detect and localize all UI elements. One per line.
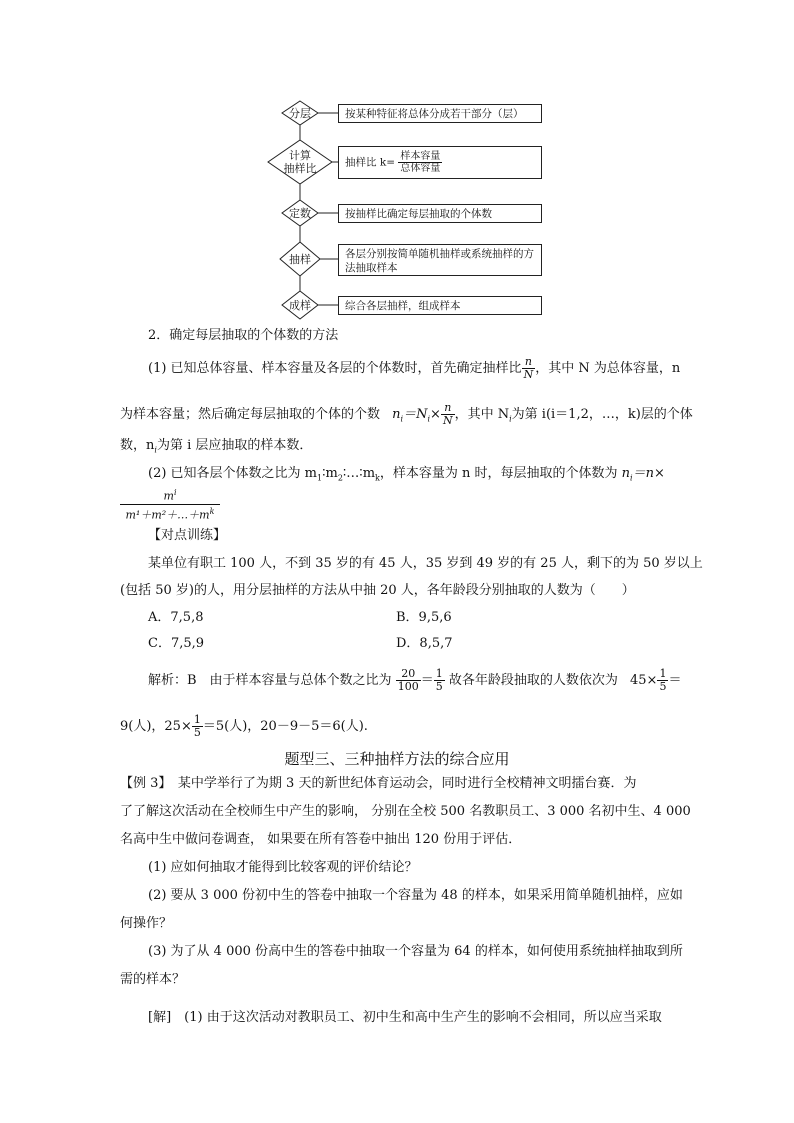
option-a: A．7,5,8 [148, 610, 204, 625]
flow-label-2b: 抽样比 [283, 162, 317, 175]
example3-answer: [解] (1) 由于这次活动对教职员工、初中生和高中生产生的影响不会相同，所以应当采取 [148, 1010, 662, 1025]
practice-tag: 【对点训练】 [148, 528, 227, 543]
flow-desc-3: 按抽样比确定每层抽取的个体数 [345, 208, 492, 220]
flow-box-3 [338, 204, 542, 223]
topic3-title: 题型三、三种抽样方法的综合应用 [284, 750, 510, 768]
flow-box-5 [338, 296, 542, 315]
solution-line1: 解析：B 由于样本容量与总体个数之比为 $\frac{20}{100}$ ＝ $\frac{1}{5}$ 故各年龄段抽取的人数依次为 45× $\frac{1}{5}$ ＝ [148, 667, 682, 693]
flow-box-2 [338, 146, 542, 179]
flow-desc-4b: 法抽取样本 [345, 262, 398, 274]
practice-question-line1: 某单位有职工 100 人，不到 35 岁的有 45 人，35 岁到 49 岁的有 25 人，剩下的为 50 岁以上 [148, 556, 703, 571]
option-c: C．7,5,9 [148, 636, 205, 651]
flow-label-1: 分层 [289, 107, 311, 120]
option-b: B．9,5,6 [396, 610, 452, 625]
flow-desc-4a: 各层分别按简单随机抽样或系统抽样的方 [345, 248, 534, 260]
flow-label-3: 定数 [289, 207, 311, 220]
solution-line2: 9(人)，25× $\frac{1}{5}$ ＝5(人)，20－9－5＝6(人). [120, 713, 368, 739]
flow-box-1 [338, 104, 542, 123]
example3-q1: (1) 应如何抽取才能得到比较客观的评价结论？ [148, 860, 418, 875]
flow-desc-1: 按某种特征将总体分成若干部分（层） [345, 108, 524, 120]
example3-line1: 【例 3】 某中学举行了为期 3 天的新世纪体育运动会，同时进行全校精神文明擂台赛．为 [120, 776, 637, 791]
section2-p2-line1: (2) 已知各层个体数之比为 $m_1∶m_2∶\dots∶m_k$，样本容量为 n 时，每层抽取的个体数为 $n_i=n\times$ [148, 466, 665, 483]
section2-heading: 2．确定每层抽取的个体数的方法 [148, 328, 339, 343]
flow-desc-2-prefix: 抽样比 k= [345, 156, 395, 169]
example3-q3-line2: 需的样本？ [120, 972, 186, 987]
flow-label-5: 成样 [289, 299, 311, 312]
flow-box-4 [338, 244, 542, 276]
section2-p1-line1: (1) 已知总体容量、样本容量及各层的个体数时，首先确定抽样比 $\frac{n}{N}$ ，其中 N 为总体容量，n [148, 355, 681, 381]
example3-line2: 了了解这次活动在全校师生中产生的影响， 分别在全校 500 名教职员工、3 000 名初中生、4 000 [120, 804, 691, 819]
frac-n-over-N: $\frac{n}{N}$ [523, 355, 534, 381]
section2-p2-fraction: $m^i$ $m^1+m^2+\dots+m^k$ [120, 486, 220, 522]
section2-p1-line2: 为样本容量；然后确定每层抽取的个体的个数 $n_i=N_i\times$ $\frac{n}{N}$ ，其中 $N_i$为第 i(i＝1,2，…，k)层的个体 [120, 401, 693, 427]
example3-q3-line1: (3) 为了从 4 000 份高中生的答卷中抽取一个容量为 64 的样本，如何使用系统抽样抽取到所 [148, 944, 683, 959]
option-d: D．8,5,7 [396, 636, 453, 651]
example3-q2-line1: (2) 要从 3 000 份初中生的答卷中抽取一个容量为 48 的样本，如果采用简单随机抽样，应如 [148, 888, 683, 903]
flow-label-2a: 计算 [289, 149, 311, 162]
section2-p1-line3: 数，$n_i$为第 i 层应抽取的样本数． [120, 438, 313, 455]
practice-question-line2: (包括 50 岁)的人，用分层抽样的方法从中抽 20 人，各年龄段分别抽取的人数为（ ） [120, 583, 635, 598]
example3-q2-line2: 何操作？ [120, 916, 173, 931]
flow-label-4: 抽样 [289, 253, 311, 266]
flow-desc-2-num: 样本容量 [400, 151, 441, 162]
example3-line3: 名高中生中做问卷调查， 如果要在所有答卷中抽出 120 份用于评估． [120, 832, 522, 847]
flow-desc-2-den: 总体容量 [400, 163, 441, 174]
flow-desc-5: 综合各层抽样，组成样本 [345, 300, 461, 312]
